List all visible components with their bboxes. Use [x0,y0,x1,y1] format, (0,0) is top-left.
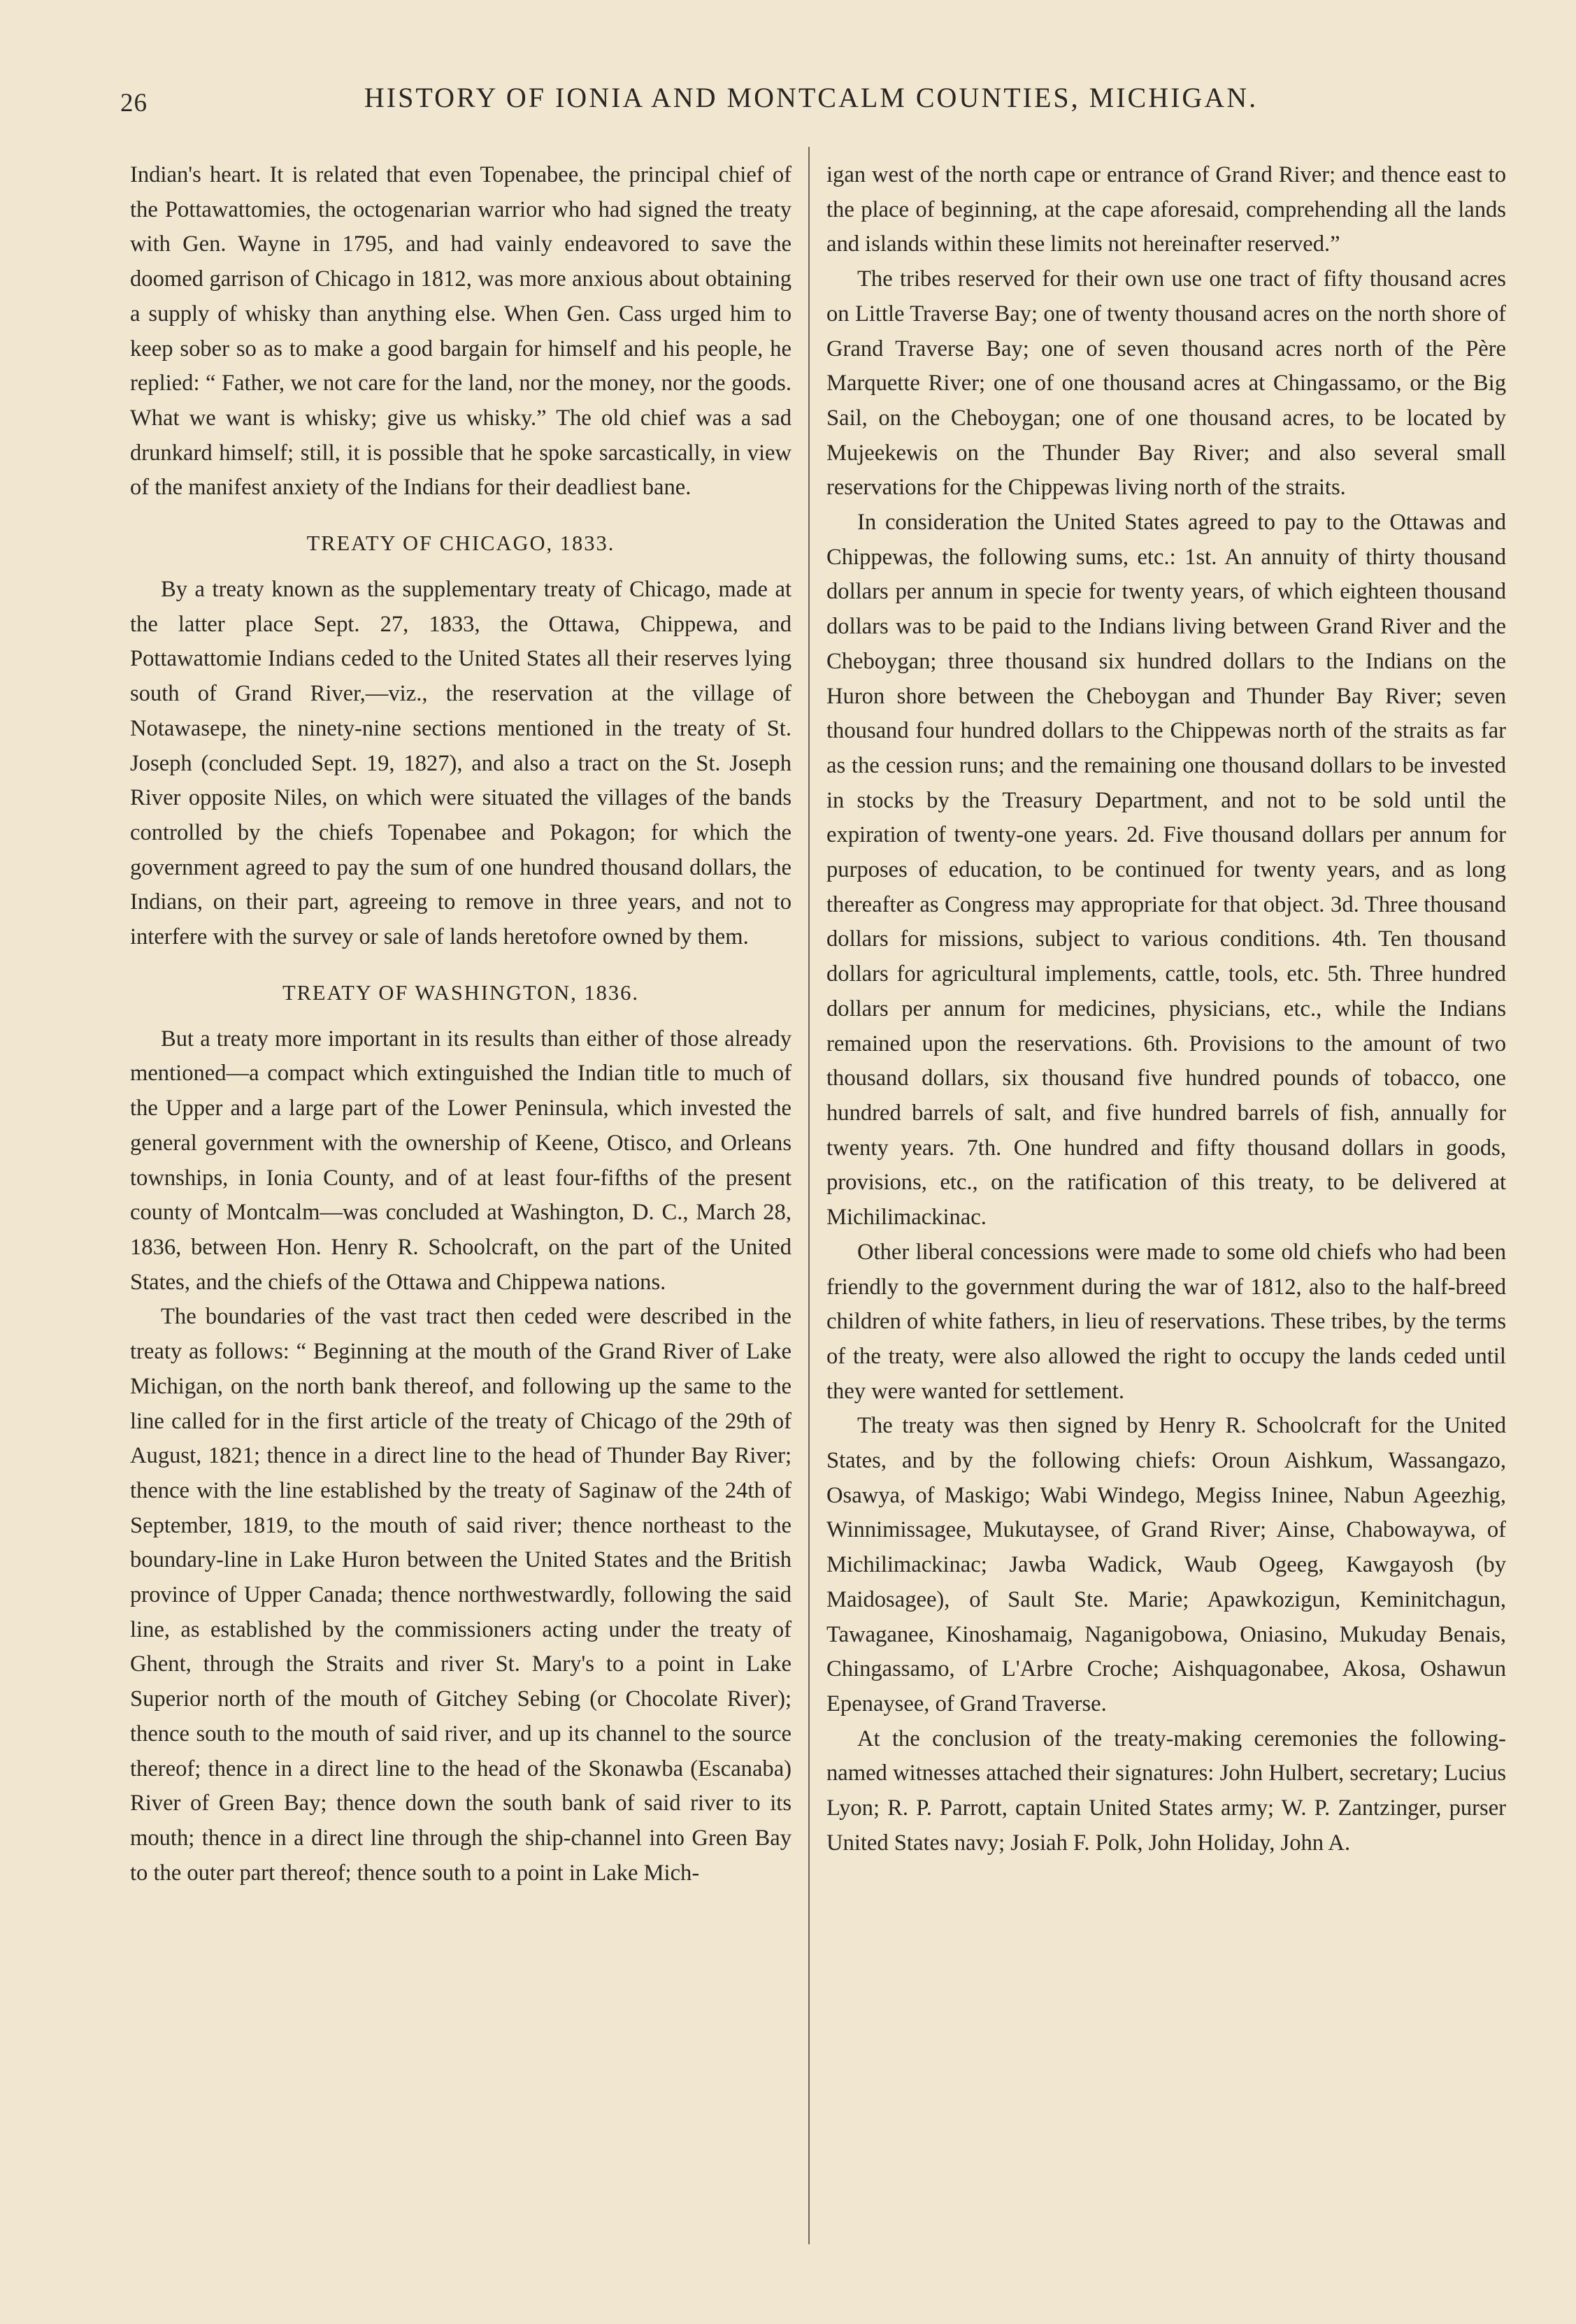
paragraph-treaty-washington: But a treaty more important in its results than either of those already mentioned—a compact which extinguished the Indian title to much of the Upper and a large part of the Lower Peninsula, which invested the general government with the ownership of Keene, Otisco, and Orleans townships, in Ionia County, and of at least four-fifths of the present county of Montcalm—was concluded at Washington, D. C., March 28, 1836, between Hon. Henry R. Schoolcraft, on the part of the United States, and the chiefs of the Ottawa and Chippewa nations. [130,1026,791,1295]
paragraph-payments: In consideration the United States agreed to pay to the Ottawas and Chippewas, the following sums, etc.: 1st. An annuity of thirty thousand dollars per annum in specie for twenty years, of which eighteen thousand dollars was to be paid to the Indians living between Grand River and the Cheboygan; three thousand six hundred dollars to the Indians on the Huron shore between the Cheboygan and Thunder Bay River; seven thousand four hundred dollars to the Chippewas north of the straits as far as the cession runs; and the remaining one thousand dollars to be invested in stocks by the Treasury Department, and not to be sold until the expiration of twenty-one years. 2d. Five thousand dollars per annum for purposes of education, to be continued for twenty years, and as long thereafter as Congress may appropriate for that object. 3d. Three thousand dollars for missions, subject to various conditions. 4th. Ten thousand dollars for agricultural implements, cattle, tools, etc. 5th. Three hundred dollars per annum for medicines, physicians, etc., while the Indians remained upon the reservations. 6th. Provisions to the amount of two thousand dollars, six thousand five hundred pounds of tobacco, one hundred barrels of salt, and five hundred barrels of fish, annually for twenty years. 7th. One hundred and fifty thousand dollars in goods, provisions, etc., on the ratification of this treaty, to be delivered at Michilimackinac. [826,510,1506,1231]
right-column [826,158,1506,1860]
page-number: 26 [120,89,148,117]
heading-treaty-of-washington: TREATY OF WASHINGTON, 1836. [282,980,640,1005]
heading-treaty-of-chicago: TREATY OF CHICAGO, 1833. [306,531,615,556]
paragraph-signatories: The treaty was then signed by Henry R. Schoolcraft for the United States, and by the following chiefs: Oroun Aishkum, Wassangazo, Osawya, of Maskigo; Wabi Windego, Megiss Ininee, Nabun Ageezhig, Winnimissagee, Mukutaysee, of Grand River; Ainse, Chabowaywa, of Michilimackinac; Jawba Wadick, Waub Ogeeg, Kawgayosh (by Maidosagee), of Sault Ste. Marie; Apawkozigun, Keminitchagun, Tawaganee, Kinoshamaig, Naganigobowa, Oniasino, Mukuday Benais, Chingassamo, of L'Arbre Croche; Aishquagonabee, Akosa, Oshawun Epenaysee, of Grand Traverse. [826,1413,1506,1716]
paragraph-indian-heart: Indian's heart. It is related that even Topenabee, the principal chief of the Pottawattomies, the octogenarian warrior who had signed the treaty with Gen. Wayne in 1795, and had vainly endeavored to save the doomed garrison of Chicago in 1812, was more anxious about obtaining a supply of whisky than anything else. When Gen. Cass urged him to keep sober so as to make a good bargain for himself and his people, he replied: “ Father, we not care for the land, nor the money, nor the goods. What we want is whisky; give us whisky.” The old chief was a sad drunkard himself; still, it is possible that he spoke sarcastically, in view of the manifest anxiety of the Indians for their deadliest bane. [130,162,791,501]
column-divider [808,147,810,2244]
running-title: HISTORY OF IONIA AND MONTCALM COUNTIES, MICHIGAN. [364,82,1259,113]
paragraph-concessions: Other liberal concessions were made to some old chiefs who had been friendly to the government during the war of 1812, also to the half-breed children of white fathers, in lieu of reservations. These tribes, by the terms of the treaty, were also allowed the right to occupy the lands ceded until they were wanted for settlement. [826,1239,1506,1404]
paragraph-boundaries-continued: igan west of the north cape or entrance of Grand River; and thence east to the place of beginning, at the cape aforesaid, comprehending all the lands and islands within these limits not hereinafter reserved.” [826,162,1506,257]
paragraph-treaty-chicago: By a treaty known as the supplementary treaty of Chicago, made at the latter place Sept. 27, 1833, the Ottawa, Chippewa, and Pottawattomie Indians ceded to the United States all their reserves lying south of Grand River,—viz., the reservation at the village of Notawasepe, the ninety-nine sections mentioned in the treaty of St. Joseph (concluded Sept. 19, 1827), and also a tract on the St. Joseph River opposite Niles, on which were situated the villages of the bands controlled by the chiefs Topenabee and Pokagon; for which the government agreed to pay the sum of one hundred thousand dollars, the Indians, on their part, agreeing to remove in three years, and not to interfere with the survey or sale of lands heretofore owned by them. [130,577,791,950]
paragraph-witnesses: At the conclusion of the treaty-making ceremonies the following-named witnesses attached their signatures: John Hulbert, secretary; Lucius Lyon; R. P. Parrott, captain United States army; W. P. Zantzinger, purser United States navy; Josiah F. Polk, John Holiday, John A. [826,1726,1506,1856]
paragraph-boundaries: The boundaries of the vast tract then ceded were described in the treaty as follows: “ Beginning at the mouth of the Grand River of Lake Michigan, on the north bank thereof, and following up the same to the line called for in the first article of the treaty of Chicago of the 29th of August, 1821; thence in a direct line to the head of Thunder Bay River; thence with the line established by the treaty of Saginaw of the 24th of September, 1819, to the mouth of said river; thence northeast to the boundary-line in Lake Huron between the United States and the British province of Upper Canada; thence northwestwardly, following the said line, as established by the commissioners acting under the treaty of Ghent, through the Straits and river St. Mary's to a point in Lake Superior north of the mouth of Gitchey Sebing (or Chocolate River); thence south to the mouth of said river, and up its channel to the source thereof; thence in a direct line to the head of the Skonawba (Escanaba) River of Green Bay; thence down the south bank of said river to its mouth; thence in a direct line through the ship-channel into Green Bay to the outer part thereof; thence south to a point in Lake Mich- [130,1304,791,1886]
left-column [130,158,791,1891]
paragraph-reservations: The tribes reserved for their own use one tract of fifty thousand acres on Little Traverse Bay; one of twenty thousand acres on the north shore of Grand Traverse Bay; one of seven thousand acres north of the Père Marquette River; one of one thousand acres at Chingassamo, or the Big Sail, on the Cheboygan; one of one thousand acres, to be located by Mujeekewis on the Thunder Bay River; and also several small reservations for the Chippewas living north of the straits. [826,266,1506,501]
